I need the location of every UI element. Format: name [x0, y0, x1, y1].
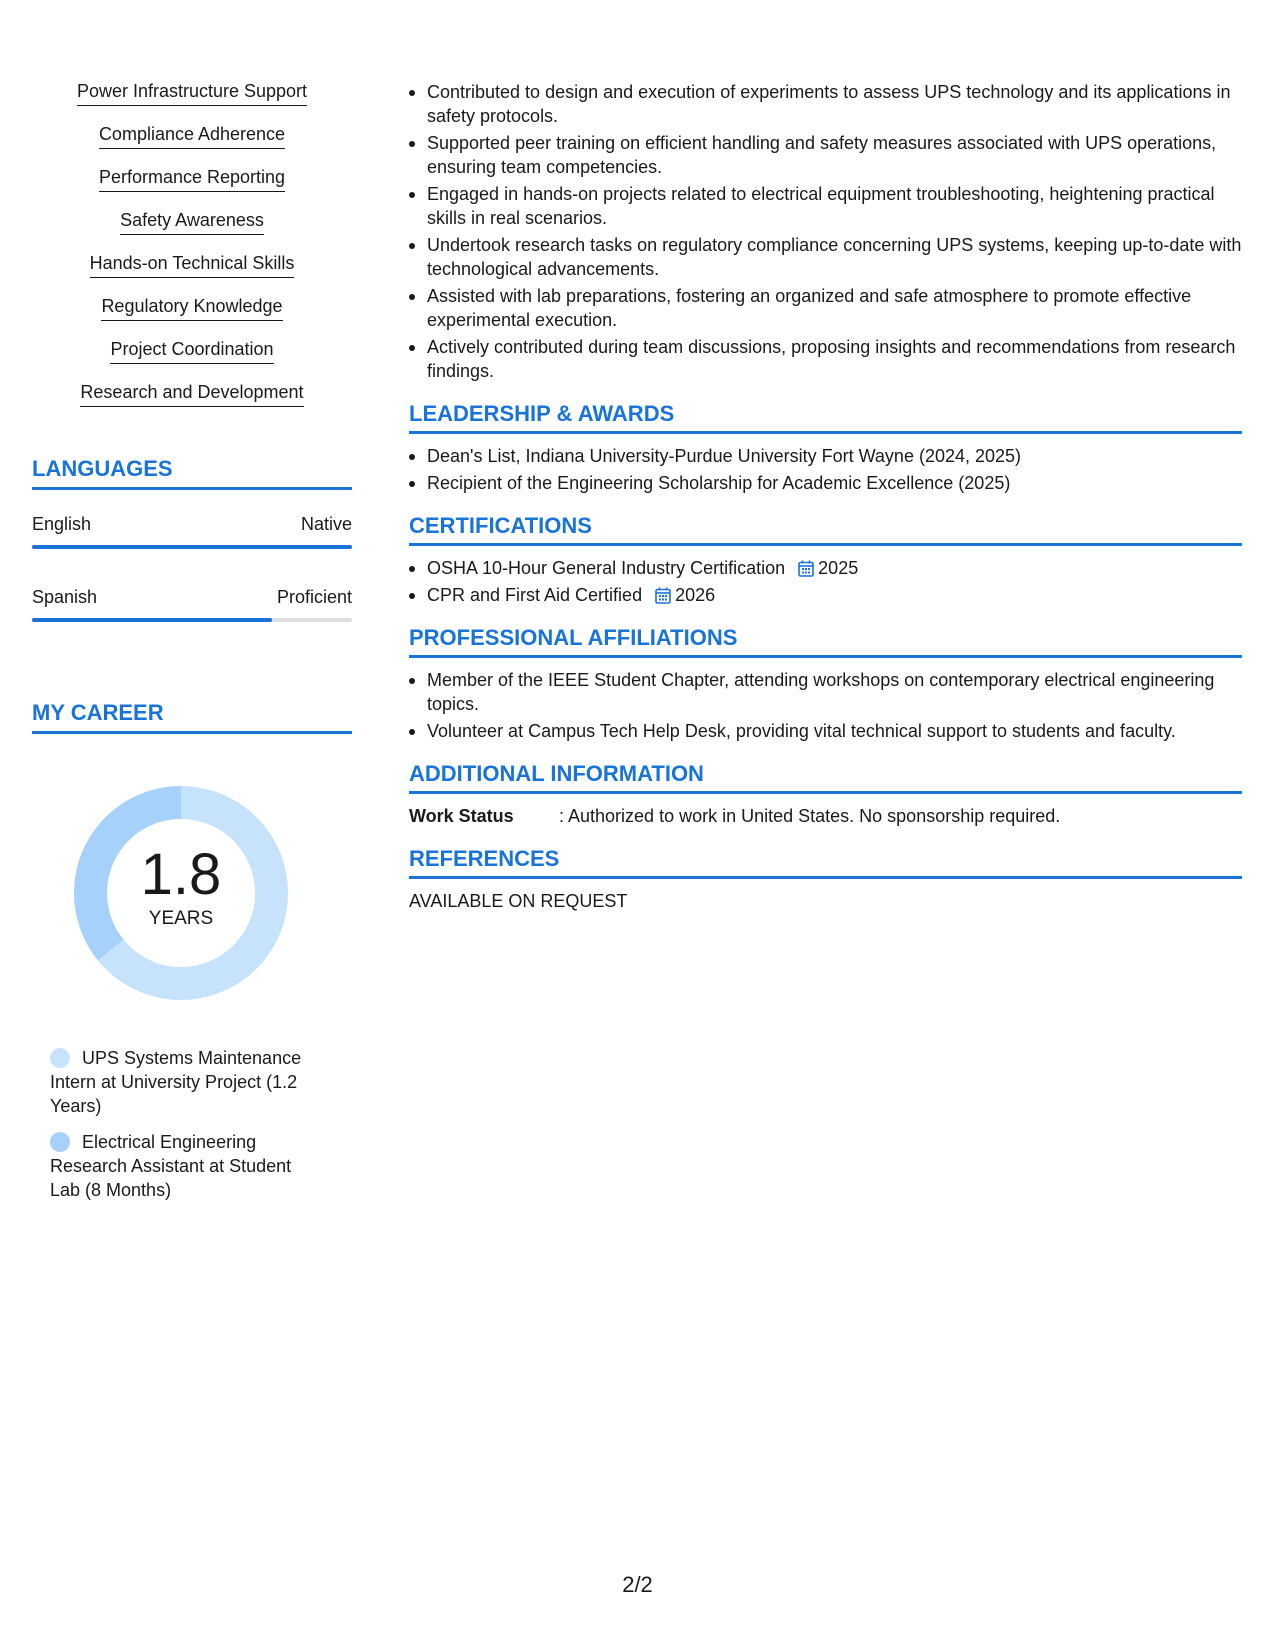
work-status-value: : Authorized to work in United States. No sponsorship required. [559, 806, 1061, 826]
cert-year: 2026 [675, 585, 716, 605]
list-item: Member of the IEEE Student Chapter, attending workshops on contemporary electrical engineering topics. [409, 668, 1242, 716]
leadership-heading: LEADERSHIP & AWARDS [409, 401, 1242, 434]
calendar-icon [655, 587, 671, 604]
legend-dot-icon [50, 1132, 70, 1152]
page-number: 2/2 [622, 1572, 653, 1597]
language-proficiency-bar [32, 545, 352, 549]
list-item: Supported peer training on efficient handling and safety measures associated with UPS operations, ensuring team competencies. [409, 131, 1242, 179]
skill-item: Regulatory Knowledge [101, 295, 282, 321]
career-section [32, 700, 352, 1202]
skill-item: Research and Development [80, 381, 303, 407]
career-heading: MY CAREER [32, 700, 352, 734]
skill-item: Power Infrastructure Support [77, 80, 307, 106]
career-legend [50, 1046, 312, 1202]
languages-heading: LANGUAGES [32, 456, 352, 490]
legend-label: Electrical Engineering Research Assistant at Student Lab (8 Months) [50, 1132, 292, 1200]
language-proficiency-fill [32, 545, 352, 549]
cert-name: OSHA 10-Hour General Industry Certification [427, 558, 786, 578]
affiliations-list [409, 668, 1242, 743]
cert-date [655, 585, 715, 605]
list-item: Recipient of the Engineering Scholarship for Academic Excellence (2025) [409, 471, 1242, 495]
legend-label: UPS Systems Maintenance Intern at University Project (1.2 Years) [50, 1048, 302, 1116]
additional-info-heading: ADDITIONAL INFORMATION [409, 761, 1242, 794]
list-item: Actively contributed during team discussions, proposing insights and recommendations from research findings. [409, 335, 1242, 383]
language-level: Native [300, 514, 352, 534]
language-proficiency-bar [32, 618, 352, 622]
career-donut-chart [66, 778, 296, 1008]
cert-year: 2025 [818, 558, 859, 578]
list-item: Volunteer at Campus Tech Help Desk, providing vital technical support to students and faculty. [409, 719, 1242, 743]
language-name: English [32, 514, 92, 534]
cert-date [798, 558, 858, 578]
list-item: Undertook research tasks on regulatory compliance concerning UPS systems, keeping up-to-date with technological advancements. [409, 233, 1242, 281]
skills-list [32, 80, 352, 424]
calendar-icon [798, 560, 814, 577]
language-row [32, 587, 352, 608]
references-text: AVAILABLE ON REQUEST [409, 891, 628, 911]
legend-item [50, 1046, 312, 1118]
skill-item: Performance Reporting [99, 166, 285, 192]
work-status-label: Work Status [409, 806, 514, 826]
certifications-list [409, 556, 1242, 607]
skill-item: Project Coordination [110, 338, 273, 364]
cert-name: CPR and First Aid Certified [427, 585, 643, 605]
right-column [409, 80, 1242, 913]
career-total-unit: YEARS [148, 908, 214, 929]
affiliations-heading: PROFESSIONAL AFFILIATIONS [409, 625, 1242, 658]
experience-bullets [409, 80, 1242, 383]
skill-item: Safety Awareness [120, 209, 264, 235]
languages-section [32, 456, 352, 622]
leadership-list [409, 444, 1242, 495]
language-name: Spanish [32, 587, 98, 607]
career-total-value: 1.8 [140, 842, 222, 907]
language-row [32, 514, 352, 535]
skill-item: Hands-on Technical Skills [90, 252, 295, 278]
list-item: Assisted with lab preparations, fostering an organized and safe atmosphere to promote effective experimental execution. [409, 284, 1242, 332]
donut-center [66, 842, 296, 930]
legend-item [50, 1130, 312, 1202]
list-item: Dean's List, Indiana University-Purdue University Fort Wayne (2024, 2025) [409, 444, 1242, 468]
list-item: Contributed to design and execution of experiments to assess UPS technology and its applications in safety protocols. [409, 80, 1242, 128]
list-item [409, 556, 1242, 580]
certifications-heading: CERTIFICATIONS [409, 513, 1242, 546]
legend-dot-icon [50, 1048, 70, 1068]
references-heading: REFERENCES [409, 846, 1242, 879]
left-column [32, 80, 352, 1214]
work-status-row [409, 804, 1242, 828]
list-item: Engaged in hands-on projects related to electrical equipment troubleshooting, heightening practical skills in real scenarios. [409, 182, 1242, 230]
list-item [409, 583, 1242, 607]
skill-item: Compliance Adherence [99, 123, 285, 149]
language-level: Proficient [276, 587, 352, 607]
language-proficiency-fill [32, 618, 272, 622]
